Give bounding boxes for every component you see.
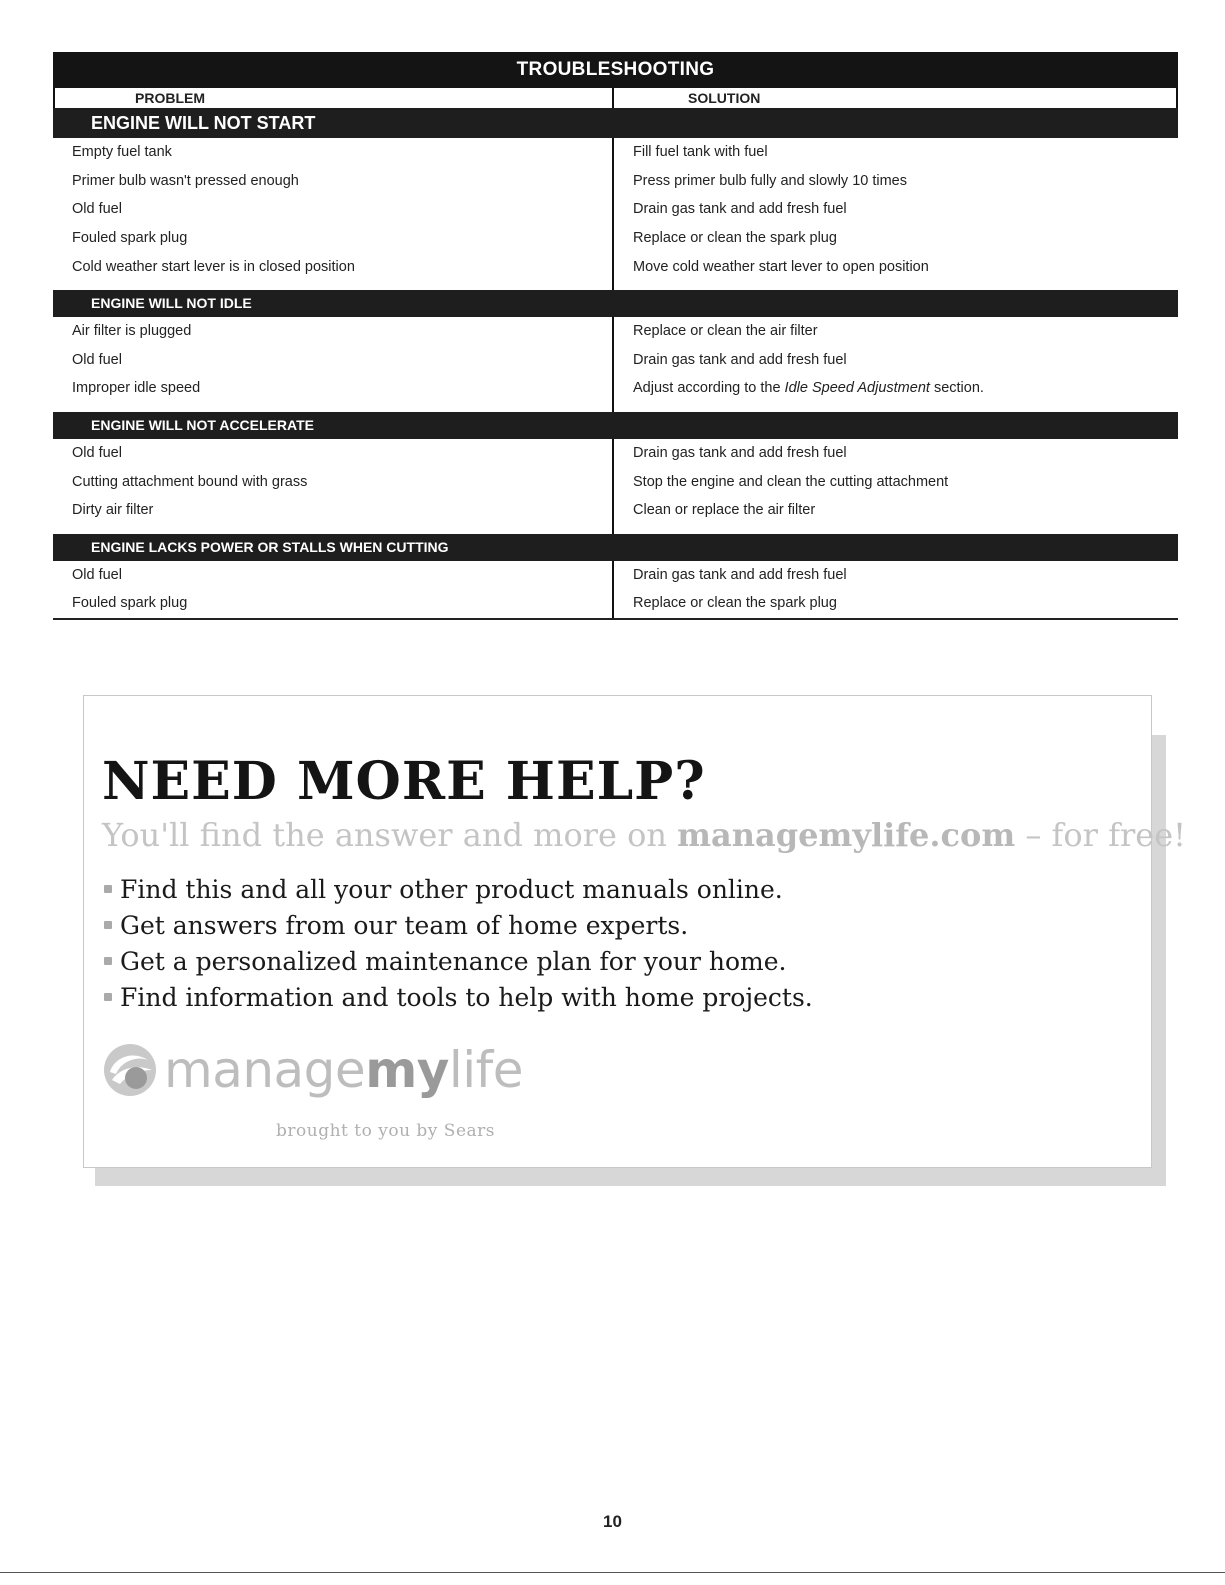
- section-rows: [53, 138, 1178, 290]
- problem-cell: Cutting attachment bound with grass: [72, 473, 308, 490]
- logo-text-life: life: [448, 1041, 524, 1099]
- logo-text-manage: manage: [164, 1041, 366, 1099]
- section-heading-text: ENGINE WILL NOT IDLE: [91, 295, 252, 312]
- solution-cell: Move cold weather start lever to open position: [633, 258, 929, 275]
- section-heading-text: ENGINE LACKS POWER OR STALLS WHEN CUTTING: [91, 539, 449, 556]
- problem-cell: Primer bulb wasn't pressed enough: [72, 172, 299, 189]
- solution-text: section.: [929, 380, 984, 397]
- table-row: [53, 167, 1178, 196]
- managemylife-logo: [102, 1041, 523, 1099]
- solution-cell: Drain gas tank and add fresh fuel: [633, 351, 847, 368]
- bullet-icon: [104, 993, 112, 1001]
- list-item: [104, 907, 813, 943]
- page-bottom-rule: [0, 1572, 1225, 1573]
- list-item: [104, 871, 813, 907]
- section-heading-text: ENGINE WILL NOT START: [91, 112, 316, 133]
- section-heading: [53, 290, 1178, 317]
- problem-cell: Empty fuel tank: [72, 144, 172, 161]
- solution-cell: Replace or clean the spark plug: [633, 230, 837, 247]
- section-rows: [53, 317, 1178, 412]
- help-box-shadow: [95, 1168, 1166, 1186]
- list-item-text: Find this and all your other product manuals online.: [120, 874, 783, 904]
- problem-cell: Fouled spark plug: [72, 230, 188, 247]
- list-item-text: Get answers from our team of home experts.: [120, 910, 689, 940]
- list-item: [104, 943, 813, 979]
- section-reference: Idle Speed Adjustment: [784, 380, 930, 397]
- troubleshooting-title: TROUBLESHOOTING: [53, 52, 1178, 88]
- list-item: [104, 979, 813, 1015]
- list-item-text: Find information and tools to help with home projects.: [120, 982, 813, 1012]
- subtitle-text: – for free!: [1015, 816, 1186, 854]
- section-heading: [53, 412, 1178, 439]
- solution-text: Adjust according to the: [633, 380, 785, 397]
- problem-cell: Old fuel: [72, 351, 122, 368]
- help-list: [104, 871, 813, 1015]
- section-rows: [53, 561, 1178, 618]
- problem-cell: Fouled spark plug: [72, 595, 188, 612]
- help-subtitle: [102, 816, 1186, 854]
- problem-cell: Dirty air filter: [72, 502, 154, 519]
- problem-cell: Cold weather start lever is in closed position: [72, 258, 355, 275]
- table-row: [53, 224, 1178, 253]
- solution-cell: Press primer bulb fully and slowly 10 times: [633, 172, 907, 189]
- solution-cell: [614, 380, 1178, 396]
- solution-cell: Drain gas tank and add fresh fuel: [633, 445, 847, 462]
- problem-cell: Old fuel: [72, 566, 122, 583]
- section-heading: [53, 108, 1178, 138]
- page-number: 10: [603, 1512, 622, 1531]
- section-heading: [53, 534, 1178, 561]
- table-row: [53, 561, 1178, 590]
- solution-cell: Clean or replace the air filter: [633, 502, 816, 519]
- troubleshooting-table: [53, 52, 1178, 620]
- problem-cell: Air filter is plugged: [72, 323, 192, 340]
- problem-cell: Improper idle speed: [72, 380, 201, 397]
- section-heading-text: ENGINE WILL NOT ACCELERATE: [91, 417, 314, 434]
- bullet-icon: [104, 921, 112, 929]
- table-row: [53, 317, 1178, 346]
- solution-cell: Drain gas tank and add fresh fuel: [633, 201, 847, 218]
- table-row: [53, 467, 1178, 496]
- solution-cell: Drain gas tank and add fresh fuel: [633, 566, 847, 583]
- solution-cell: Stop the engine and clean the cutting attachment: [633, 473, 949, 490]
- problem-cell: Old fuel: [72, 445, 122, 462]
- bullet-icon: [104, 885, 112, 893]
- table-row: [53, 252, 1178, 281]
- column-header-problem: PROBLEM: [55, 88, 614, 108]
- help-box-shadow: [1152, 735, 1166, 1183]
- list-item-text: Get a personalized maintenance plan for your home.: [120, 946, 787, 976]
- help-title: NEED MORE HELP?: [102, 751, 706, 812]
- logo-wordmark: [164, 1041, 523, 1099]
- logo-text-my: my: [365, 1041, 449, 1099]
- help-box: [83, 695, 1186, 1168]
- column-header-solution: SOLUTION: [688, 90, 761, 106]
- table-row: [53, 589, 1178, 618]
- swirl-logo-icon: [102, 1042, 158, 1098]
- table-row: [53, 374, 1178, 403]
- subtitle-text: You'll find the answer and more on: [102, 816, 678, 854]
- table-row: [53, 346, 1178, 375]
- table-row: [53, 439, 1178, 468]
- table-bottom-rule: [53, 618, 1178, 620]
- solution-cell: Replace or clean the spark plug: [633, 595, 837, 612]
- solution-cell: Fill fuel tank with fuel: [633, 144, 768, 161]
- logo-tagline: brought to you by Sears: [276, 1121, 496, 1141]
- column-headers: [53, 88, 1178, 108]
- section-rows: [53, 439, 1178, 534]
- solution-cell: Replace or clean the air filter: [633, 323, 818, 340]
- bullet-icon: [104, 957, 112, 965]
- table-row: [53, 195, 1178, 224]
- problem-cell: Old fuel: [72, 201, 122, 218]
- website-url: managemylife.com: [677, 816, 1016, 854]
- table-row: [53, 496, 1178, 525]
- table-row: [53, 138, 1178, 167]
